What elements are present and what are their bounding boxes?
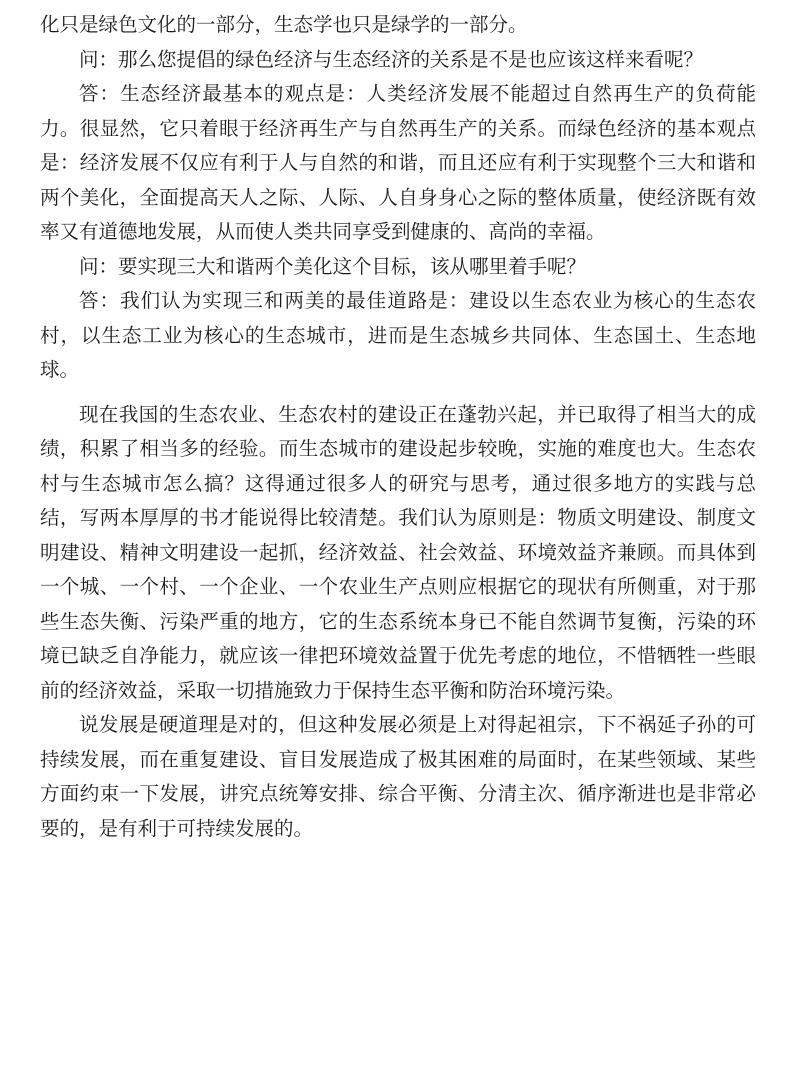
paragraph-answer-1: 答：生态经济最基本的观点是：人类经济发展不能超过自然再生产的负荷能力。很显然，它只着眼于经济再生产与自然再生产的关系。而绿色经济的基本观点是：经济发展不仅应有利于人与自然的和谐，而且还应有利于实现整个三大和谐和两个美化，全面提高天人之际、人际、人自身身心之际的整体质量，使经济既有效率又有道德地发展，从而使人类共同享受到健康的、高尚的幸福。 <box>40 82 756 243</box>
document-page <box>40 8 756 846</box>
paragraph-question-1: 问：那么您提倡的绿色经济与生态经济的关系是不是也应该这样来看呢？ <box>79 47 704 71</box>
paragraph-sustainable-development: 说发展是硬道理是对的，但这种发展必须是上对得起祖宗，下不祸延子孙的可持续发展，而在重复建设、盲目发展造成了极其困难的局面时，在某些领域、某些方面约束一下发展，讲究点统筹安排、综合平衡、分清主次、循序渐进也是非常必要的，是有利于可持续发展的。 <box>40 713 756 840</box>
paragraph-continuation: 化只是绿色文化的一部分，生态学也只是绿学的一部分。 <box>40 13 528 36</box>
paragraph-question-2: 问：要实现三大和谐两个美化这个目标，该从哪里着手呢？ <box>79 254 587 278</box>
paragraph-answer-2: 答：我们认为实现三和两美的最佳道路是：建设以生态农业为核心的生态农村，以生态工业为核心的生态城市，进而是生态城乡共同体、生态国土、生态地球。 <box>40 289 756 381</box>
paragraph-ecological-construction: 现在我国的生态农业、生态农村的建设正在蓬勃兴起，并已取得了相当大的成绩，积累了相当多的经验。而生态城市的建设起步较晚，实施的难度也大。生态农村与生态城市怎么搞？这得通过很多人的研究与思考，通过很多地方的实践与总结，写两本厚厚的书才能说得比较清楚。我们认为原则是：物质文明建设、制度文明建设、精神文明建设一起抓，经济效益、社会效益、环境效益齐兼顾。而具体到一个城、一个村、一个企业、一个农业生产点则应根据它的现状有所侧重，对于那些生态失衡、污染严重的地方，它的生态系统本身已不能自然调节复衡，污染的环境已缺乏自净能力，就应该一律把环境效益置于优先考虑的地位，不惜牺牲一些眼前的经济效益，采取一切措施致力于保持生态平衡和防治环境污染。 <box>40 402 756 702</box>
